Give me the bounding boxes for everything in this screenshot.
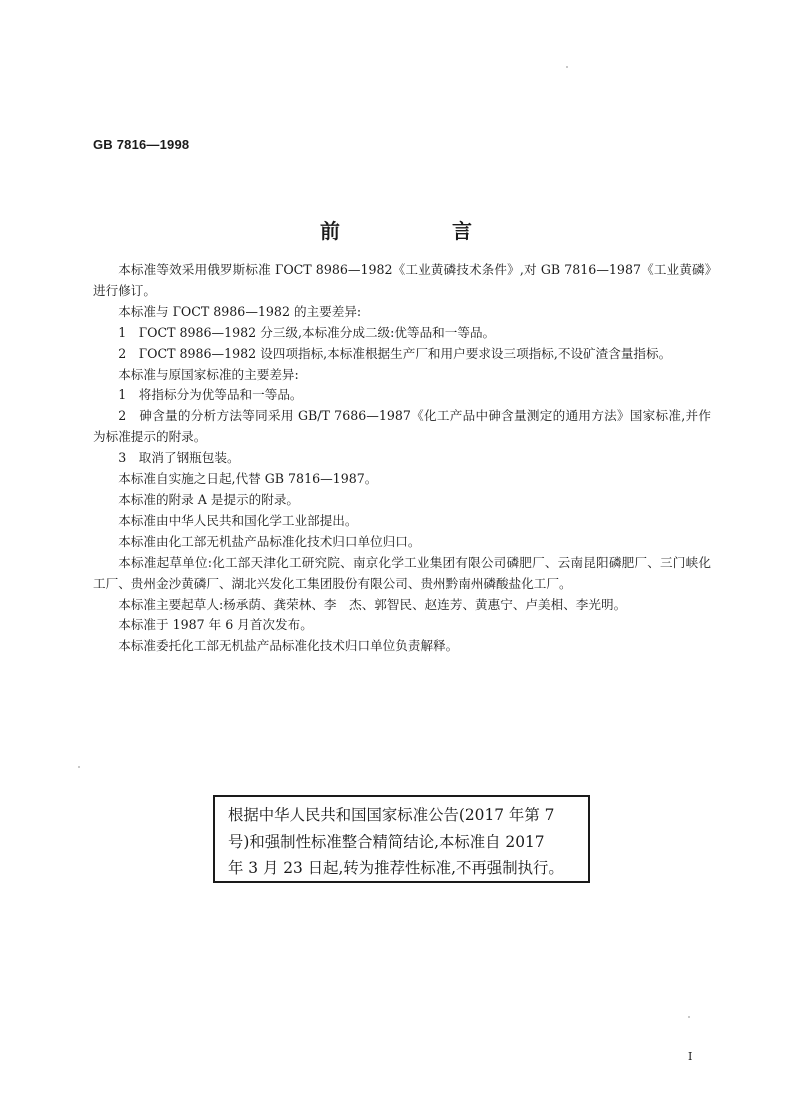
paragraph: 本标准由化工部无机盐产品标准化技术归口单位归口。 (118, 533, 421, 549)
page-number: I (688, 1050, 693, 1063)
paragraph: 本标准与原国家标准的主要差异: (118, 366, 299, 382)
paragraph: 3 取消了钢瓶包装。 (118, 450, 240, 466)
scan-speck (688, 1016, 690, 1018)
notice-line: 年 3 月 23 日起,转为推荐性标准,不再强制执行。 (228, 859, 564, 877)
notice-box (213, 795, 590, 883)
paragraph: 本标准与 ГОСТ 8986—1982 的主要差异: (118, 303, 362, 319)
page-title: 前 言 (320, 219, 518, 243)
paragraph: 本标准于 1987 年 6 月首次发布。 (118, 617, 313, 633)
paragraph: 1 将指标分为优等品和一等品。 (118, 387, 303, 403)
paragraph: 本标准主要起草人:杨承荫、龚荣林、李 杰、郭智民、赵连芳、黄惠宁、卢美相、李光明。 (118, 596, 627, 612)
scan-speck (78, 766, 80, 768)
paragraph: 本标准的附录 A 是提示的附录。 (118, 491, 300, 507)
paragraph: 本标准由中华人民共和国化学工业部提出。 (118, 512, 358, 528)
notice-line: 根据中华人民共和国国家标准公告(2017 年第 7 (228, 806, 555, 824)
paragraph: 本标准委托化工部无机盐产品标准化技术归口单位负责解释。 (118, 638, 459, 654)
scan-speck (566, 66, 568, 68)
paragraph: 本标准等效采用俄罗斯标准 ГОСТ 8986—1982《工业黄磷技术条件》,对 GB 7816—1987《工业黄磷》进行修订。 (93, 262, 711, 298)
paragraph: 本标准自实施之日起,代替 GB 7816—1987。 (118, 471, 378, 487)
standard-code: GB 7816—1998 (93, 137, 190, 152)
foreword-body (93, 260, 711, 657)
paragraph: 1 ГОСТ 8986—1982 分三级,本标准分成二级:优等品和一等品。 (118, 324, 496, 340)
paragraph: 2 ГОСТ 8986—1982 设四项指标,本标准根据生产厂和用户要求设三项指标,不设矿渣含量指标。 (118, 345, 672, 361)
paragraph: 2 砷含量的分析方法等同采用 GB/T 7686—1987《化工产品中砷含量测定的通用方法》国家标准,并作为标准提示的附录。 (93, 408, 711, 445)
notice-line: 号)和强制性标准整合精简结论,本标准自 2017 (228, 832, 545, 851)
paragraph: 本标准起草单位:化工部天津化工研究院、南京化学工业集团有限公司磷肥厂、云南昆阳磷肥厂、三门峡化工厂、贵州金沙黄磷厂、湖北兴发化工集团股份有限公司、贵州黔南州磷酸盐化工厂。 (93, 554, 711, 591)
